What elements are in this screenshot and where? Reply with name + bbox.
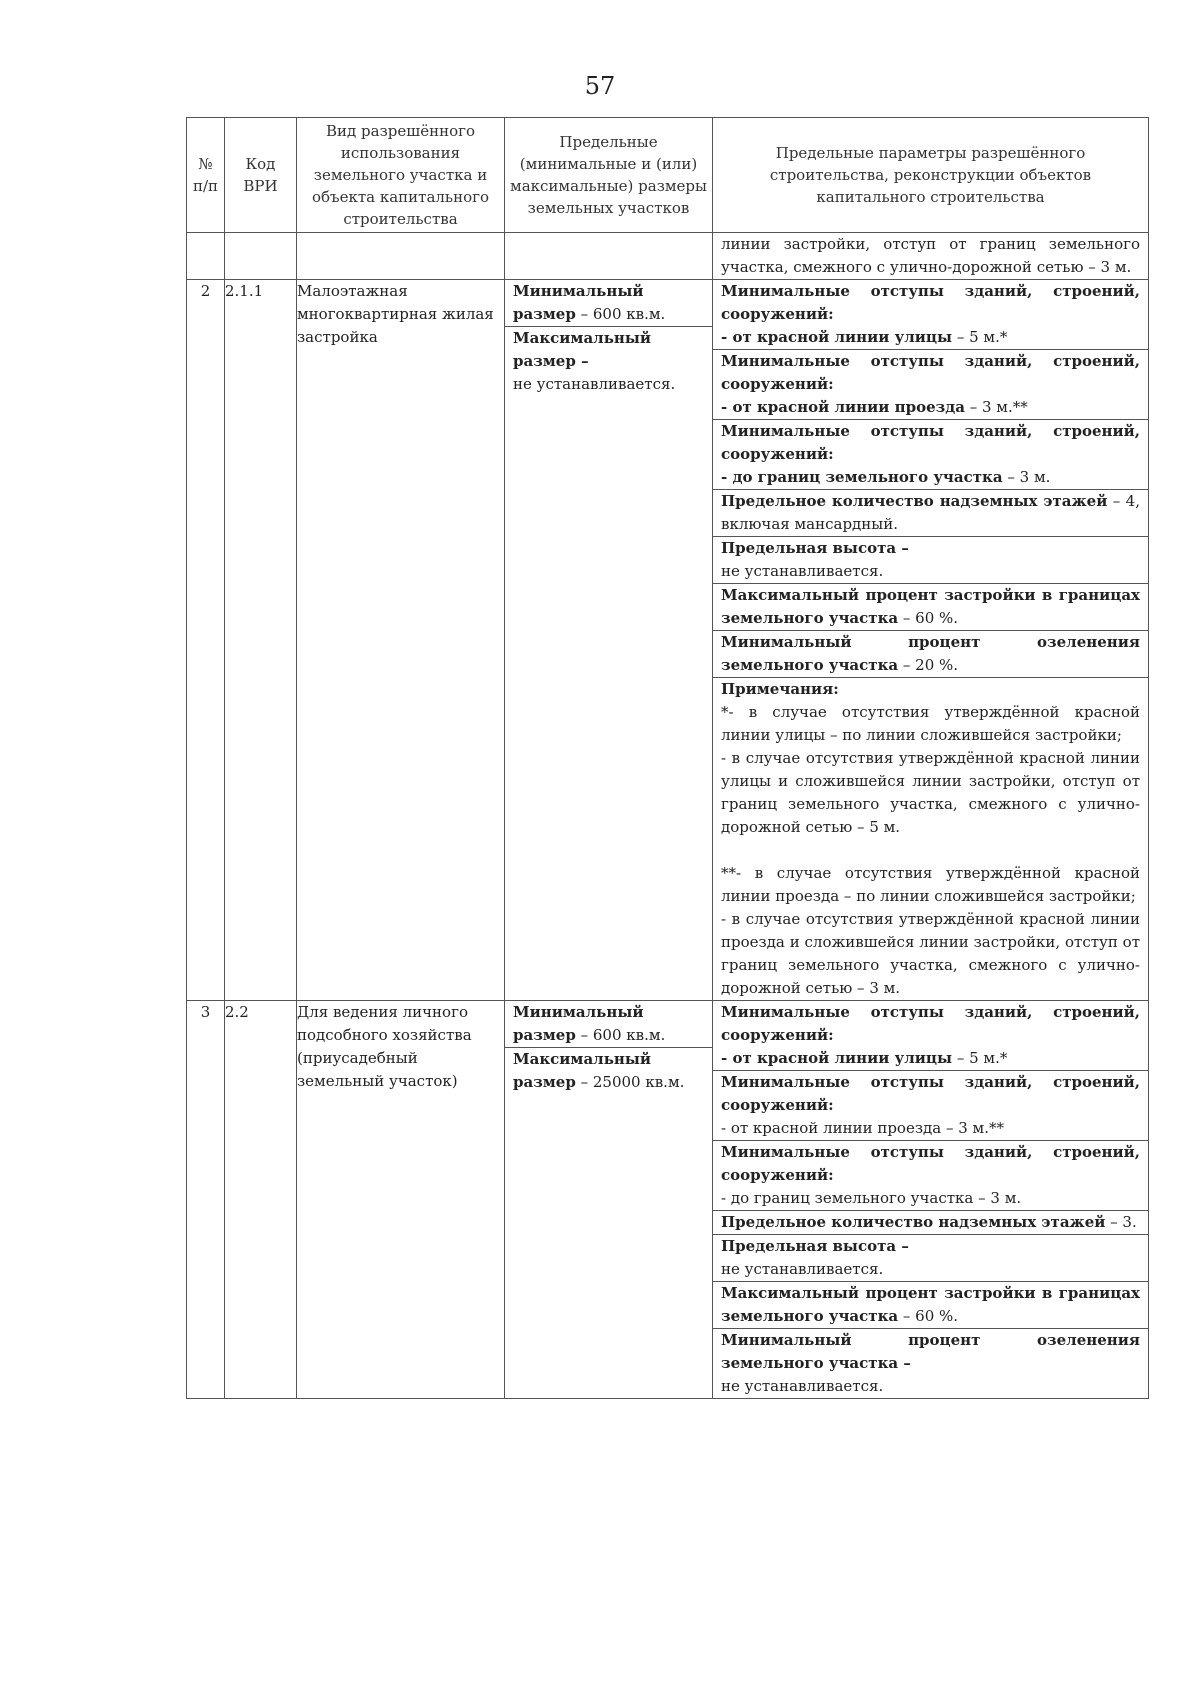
row-plot-sizes	[505, 1001, 713, 1399]
param-coverage: Максимальный процент застройки в границах земельного участка – 60 %.	[713, 584, 1148, 631]
size-min: Минимальный размер – 600 кв.м.	[505, 1001, 712, 1048]
continuation-text: линии застройки, отступ от границ земельного участка, смежного с улично-дорожной сетью – 3 м.	[721, 235, 1140, 276]
row-params	[713, 1001, 1149, 1399]
param-setback-street: Минимальные отступы зданий, строений, сооружений: - от красной линии улицы – 5 м.*	[713, 280, 1148, 350]
param-setback-driveway: Минимальные отступы зданий, строений, сооружений: - от красной линии проезда – 3 м.**	[713, 1071, 1148, 1141]
zoning-table	[186, 117, 1149, 1399]
row-code: 2.1.1	[225, 280, 297, 1001]
header-use-type: Вид разрешённого использования земельного участка и объекта капитального строительства	[297, 118, 505, 233]
param-setback-street: Минимальные отступы зданий, строений, сооружений: - от красной линии улицы – 5 м.*	[713, 1001, 1148, 1071]
param-greening: Минимальный процент озеленения земельного участка – 20 %.	[713, 631, 1148, 678]
size-max: Максимальный размер – не устанавливается.	[513, 329, 676, 393]
size-max: Максимальный размер – 25000 кв.м.	[513, 1050, 685, 1091]
row-number: 3	[187, 1001, 225, 1399]
table-header-row	[187, 118, 1149, 233]
row-use-type: Малоэтажная многоквартирная жилая застройка	[297, 280, 505, 1001]
page-number: 57	[584, 72, 616, 100]
row-params	[713, 280, 1149, 1001]
note-item: *- в случае отсутствия утверждённой красной линии улицы – по линии сложившейся застройки;	[721, 703, 1140, 744]
header-plot-sizes: Предельные (минимальные и (или) максимальные) размеры земельных участков	[505, 118, 713, 233]
row-number: 2	[187, 280, 225, 1001]
table-row	[187, 280, 1149, 1001]
param-floors: Предельное количество надземных этажей – 3.	[713, 1211, 1148, 1235]
param-height: Предельная высота – не устанавливается.	[713, 1235, 1148, 1282]
header-number: № п/п	[187, 118, 225, 233]
header-params: Предельные параметры разрешённого строительства, реконструкции объектов капитального строительства	[713, 118, 1149, 233]
param-setback-driveway: Минимальные отступы зданий, строений, сооружений: - от красной линии проезда – 3 м.**	[713, 350, 1148, 420]
param-floors: Предельное количество надземных этажей – 4, включая мансардный.	[713, 490, 1148, 537]
param-setback-boundary: Минимальные отступы зданий, строений, сооружений: - до границ земельного участка – 3 м.	[713, 420, 1148, 490]
note-item: - в случае отсутствия утверждённой красной линии улицы и сложившейся линии застройки, отступ от границ земельного участка, смежного с улично-дорожной сетью – 5 м.	[721, 749, 1140, 836]
notes	[713, 678, 1148, 1000]
row-plot-sizes	[505, 280, 713, 1001]
note-item: - в случае отсутствия утверждённой красной линии проезда и сложившейся линии застройки, отступ от границ земельного участка, смежного с улично-дорожной сетью – 3 м.	[721, 910, 1140, 997]
row-code: 2.2	[225, 1001, 297, 1399]
param-setback-boundary: Минимальные отступы зданий, строений, сооружений: - до границ земельного участка – 3 м.	[713, 1141, 1148, 1211]
size-min: Минимальный размер – 600 кв.м.	[505, 280, 712, 327]
param-greening: Минимальный процент озеленения земельного участка – не устанавливается.	[721, 1331, 1140, 1395]
continuation-cell	[713, 233, 1149, 280]
table-row	[187, 233, 1149, 280]
note-item: **- в случае отсутствия утверждённой красной линии проезда – по линии сложившейся застройки;	[721, 864, 1140, 905]
row-use-type: Для ведения личного подсобного хозяйства (приусадебный земельный участок)	[297, 1001, 505, 1399]
header-code: Код ВРИ	[225, 118, 297, 233]
notes-title: Примечания:	[721, 680, 839, 698]
param-coverage: Максимальный процент застройки в границах земельного участка – 60 %.	[713, 1282, 1148, 1329]
param-height: Предельная высота – не устанавливается.	[713, 537, 1148, 584]
table-row	[187, 1001, 1149, 1399]
